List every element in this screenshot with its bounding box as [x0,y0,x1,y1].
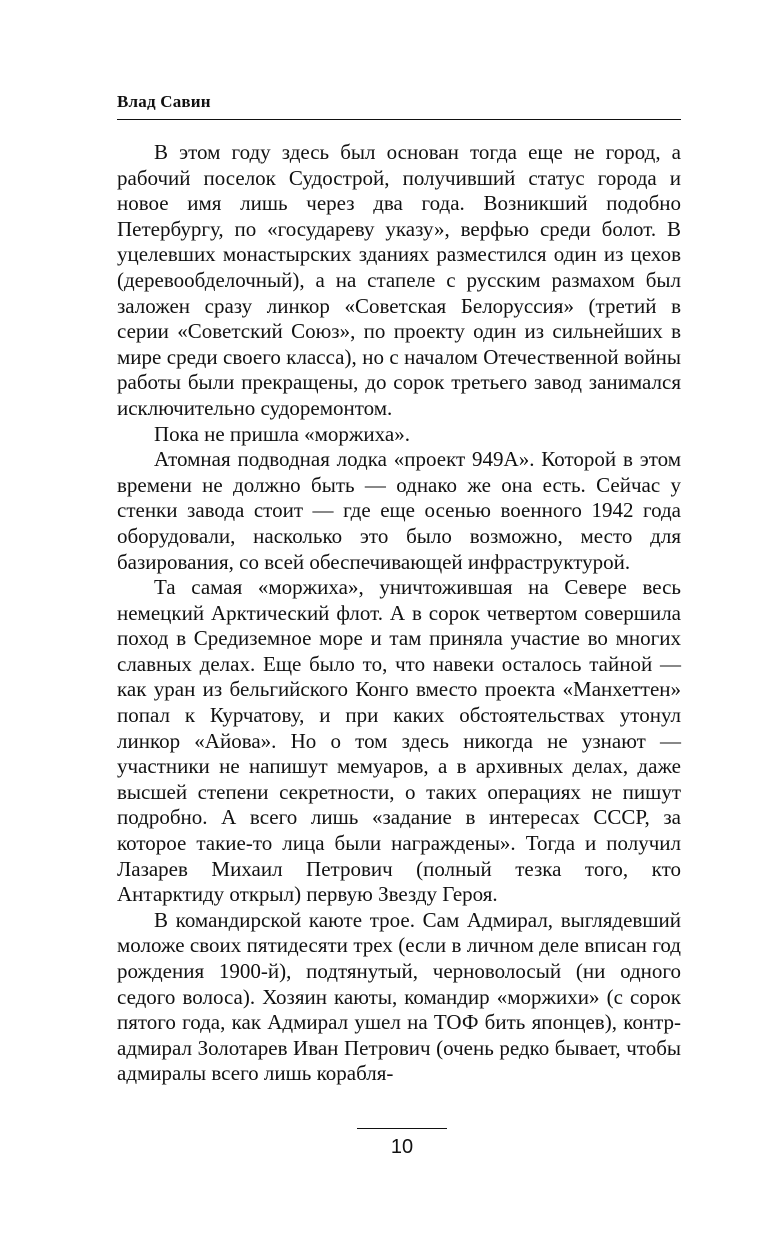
paragraph: Пока не пришла «моржиха». [154,421,410,446]
body-text [117,140,681,1087]
header-rule [117,119,681,120]
paragraph: В командирской каюте трое. Сам Адмирал, выглядевший моложе своих пятидесяти трех (если в личном деле вписан год рождения 1900-й), подтянутый, черноволосый (ни одного седого волоса). Хозяин каюты, командир «моржихи» (с сорок пятого года, как Адмирал ушел на ТОФ бить японцев), контр-адмирал Золотарев Иван Петрович (очень редко бывает, чтобы адмиралы всего лишь корабля- [117,907,681,1086]
footer-rule [357,1128,447,1129]
paragraph: Атомная подводная лодка «проект 949А». Которой в этом времени не должно быть — однако же она есть. Сейчас у стенки завода стоит — где еще осенью военного 1942 года оборудовали, насколько это было возможно, место для базирования, со всей обеспечивающей инфраструктурой. [117,447,681,574]
running-head: Влад Савин [117,92,211,111]
page-number: 10 [390,1136,414,1158]
paragraph: Та самая «моржиха», уничтожившая на Севере весь немецкий Арктический флот. А в сорок четвертом совершила поход в Средиземное море и там приняла участие во многих славных делах. Еще было то, что навеки осталось тайной — как уран из бельгийского Конго вместо проекта «Манхеттен» попал к Курчатову, и при каких обстоятельствах утонул линкор «Айова». Но о том здесь никогда не узнают — участники не напишут мемуаров, а в архивных делах, даже высшей степени секретности, о таких операциях не пишут подробно. А всего лишь «задание в интересах СССР, за которое такие-то лица были награждены». Тогда и получил Лазарев Михаил Петрович (полный тезка того, кто Антарктиду открыл) первую Звезду Героя. [117,575,681,907]
paragraph: В этом году здесь был основан тогда еще не город, а рабочий поселок Судострой, получивший статус города и новое имя лишь через два года. Возникший подобно Петербургу, по «государеву указу», верфью среди болот. В уцелевших монастырских зданиях разместился один из цехов (деревообделочный), а на стапеле с русским размахом был заложен сразу линкор «Советская Белоруссия» (третий в серии «Советский Союз», по проекту один из сильнейших в мире среди своего класса), но с началом Отечественной войны работы были прекращены, до сорок третьего завод занимался исключительно судоремонтом. [117,140,681,420]
